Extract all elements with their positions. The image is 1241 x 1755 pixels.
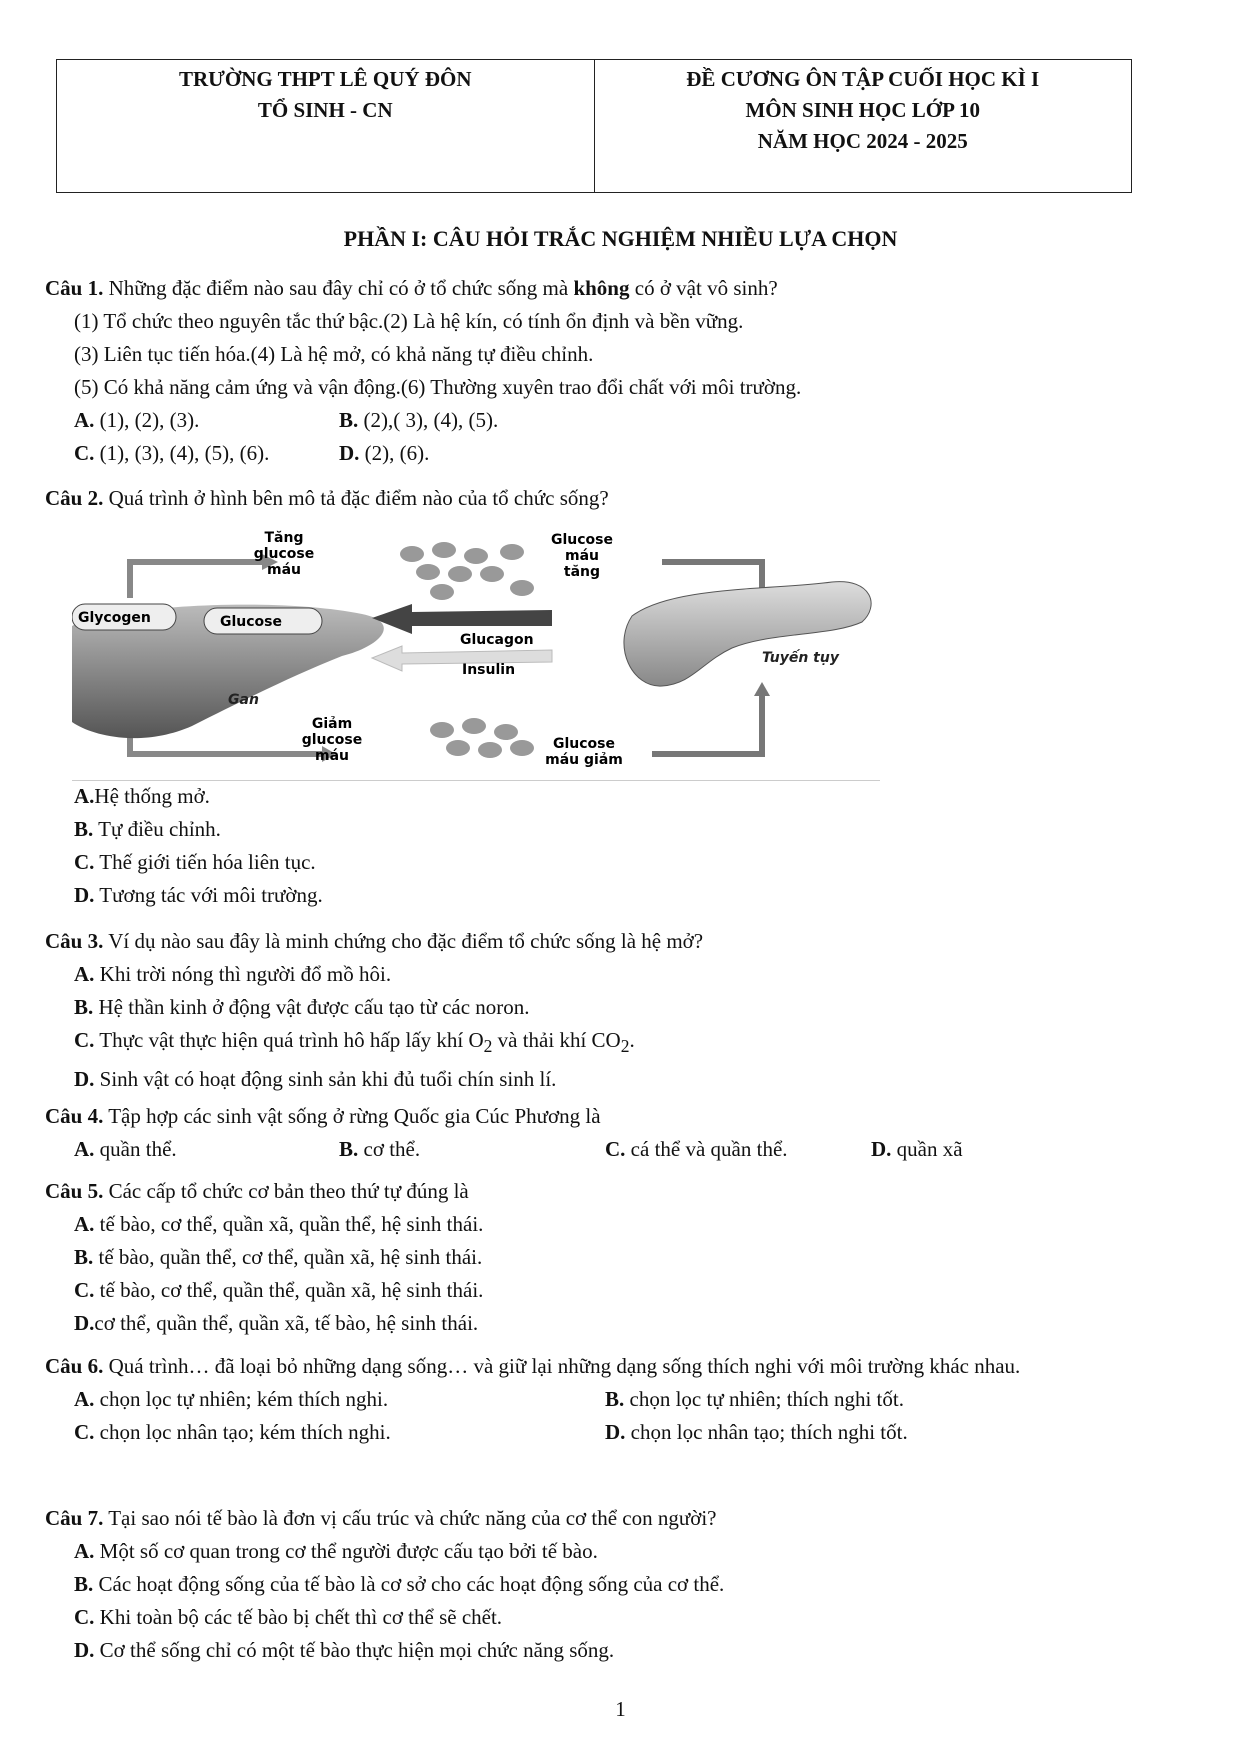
option-d: D. (2), (6).	[339, 441, 430, 465]
question-text: Quá trình… đã loại bỏ những dạng sống… và giữ lại những dạng sống thích nghi với môi trường khác nhau.	[103, 1354, 1021, 1378]
question-1	[45, 272, 1195, 470]
department-name: TỔ SINH - CN	[257, 98, 393, 122]
question-number: Câu 3.	[45, 929, 104, 953]
option-a: A. chọn lọc tự nhiên; kém thích nghi.	[74, 1387, 389, 1411]
option-c: C. tế bào, cơ thể, quần thể, quần xã, hệ sinh thái.	[74, 1278, 484, 1302]
option-b: B. cơ thể.	[339, 1137, 421, 1161]
option-d: D. Tương tác với môi trường.	[74, 883, 323, 907]
option-a: A. Khi trời nóng thì người đổ mồ hôi.	[74, 962, 392, 986]
cycle-arrow-bottom-right	[652, 696, 762, 754]
question-number: Câu 2.	[45, 486, 104, 510]
svg-text:máu: máu	[564, 548, 600, 564]
statement-line: (5) Có khả năng cảm ứng và vận động.(6) Thường xuyên trao đổi chất với môi trường.	[74, 375, 802, 399]
question-number: Câu 4.	[45, 1104, 104, 1128]
question-number: Câu 7.	[45, 1506, 104, 1530]
glucose-regulation-figure	[72, 526, 880, 781]
svg-text:Glucagon: Glucagon	[460, 632, 534, 648]
question-number: Câu 6.	[45, 1354, 104, 1378]
svg-text:Insulin: Insulin	[462, 662, 516, 678]
page-number: 1	[615, 1697, 626, 1721]
pancreas-label: Tuyến tụy	[762, 650, 839, 666]
svg-text:Giảm: Giảm	[311, 716, 353, 732]
cycle-arrow-top-right	[662, 562, 762, 588]
option-a: A. (1), (2), (3).	[74, 408, 200, 432]
statement-line: (1) Tổ chức theo nguyên tắc thứ bậc.(2) Là hệ kín, có tính ổn định và bền vững.	[74, 309, 744, 333]
question-6	[45, 1350, 1195, 1449]
option-a: A. Một số cơ quan trong cơ thể người được cấu tạo bởi tế bào.	[74, 1539, 598, 1563]
question-4	[45, 1100, 1195, 1166]
question-5	[45, 1175, 1195, 1340]
option-d: D. Cơ thể sống chỉ có một tế bào thực hiện mọi chức năng sống.	[74, 1638, 615, 1662]
option-b: B. Các hoạt động sống của tế bào là cơ sở cho các hoạt động sống của cơ thể.	[74, 1572, 725, 1596]
option-d: D. chọn lọc nhân tạo; thích nghi tốt.	[605, 1420, 908, 1444]
svg-text:glucose: glucose	[253, 546, 315, 562]
option-b: B. tế bào, quần thể, cơ thể, quần xã, hệ sinh thái.	[74, 1245, 483, 1269]
question-text: Những đặc điểm nào sau đây chỉ có ở tổ chức sống mà	[103, 276, 574, 300]
option-c: C. (1), (3), (4), (5), (6).	[74, 441, 270, 465]
option-a: A. quần thể.	[74, 1137, 177, 1161]
statement-line: (3) Liên tục tiến hóa.(4) Là hệ mở, có khả năng tự điều chỉnh.	[74, 342, 594, 366]
question-7	[45, 1502, 1195, 1667]
glucose-molecules-bottom	[430, 718, 534, 758]
question-number: Câu 5.	[45, 1179, 104, 1203]
school-name: TRƯỜNG THPT LÊ QUÝ ĐÔN	[179, 67, 472, 91]
option-b: B. (2),( 3), (4), (5).	[339, 408, 499, 432]
option-a: A.Hệ thống mở.	[74, 784, 210, 808]
option-c: C. Khi toàn bộ các tế bào bị chết thì cơ thể sẽ chết.	[74, 1605, 503, 1629]
svg-text:máu giảm: máu giảm	[545, 752, 623, 768]
option-d: D. quần xã	[871, 1137, 963, 1161]
svg-text:Glucose: Glucose	[220, 614, 283, 630]
question-3	[45, 925, 1195, 1096]
question-text: Tập hợp các sinh vật sống ở rừng Quốc gia Cúc Phương là	[103, 1104, 601, 1128]
option-c: C. Thế giới tiến hóa liên tục.	[74, 850, 316, 874]
option-c: C. cá thể và quần thể.	[605, 1137, 788, 1161]
svg-text:máu: máu	[266, 562, 302, 578]
cycle-arrow-top-left	[130, 562, 262, 598]
subject-title: MÔN SINH HỌC LỚP 10	[745, 98, 981, 122]
header-left	[57, 60, 594, 192]
question-text-emphasis: không	[573, 276, 630, 300]
svg-text:Glucose: Glucose	[552, 736, 616, 752]
question-2	[45, 482, 1195, 515]
svg-text:tăng: tăng	[563, 564, 601, 580]
question-text: Tại sao nói tế bào là đơn vị cấu trúc và chức năng của cơ thể con người?	[103, 1506, 717, 1530]
pancreas-shape	[624, 582, 871, 686]
glucagon-arrow	[372, 604, 552, 634]
header-right	[594, 60, 1132, 192]
question-2-options	[45, 780, 1195, 912]
question-text: có ở vật vô sinh?	[629, 276, 778, 300]
header-box	[56, 59, 1132, 193]
option-d: D. Sinh vật có hoạt động sinh sản khi đủ tuổi chín sinh lí.	[74, 1067, 557, 1092]
option-b: B. Hệ thần kinh ở động vật được cấu tạo từ các noron.	[74, 995, 530, 1019]
option-c: C. Thực vật thực hiện quá trình hô hấp lấy khí $O_2$ và thải khí $CO_2$.	[74, 1028, 635, 1057]
svg-text:glucose: glucose	[301, 732, 363, 748]
option-b: B. Tự điều chỉnh.	[74, 817, 221, 841]
question-number: Câu 1.	[45, 276, 104, 300]
option-c: C. chọn lọc nhân tạo; kém thích nghi.	[74, 1420, 391, 1444]
liver-label: Gan	[228, 692, 259, 708]
question-text: Quá trình ở hình bên mô tả đặc điểm nào của tổ chức sống?	[103, 486, 609, 510]
question-text: Các cấp tổ chức cơ bản theo thứ tự đúng là	[103, 1179, 469, 1203]
question-text: Ví dụ nào sau đây là minh chứng cho đặc điểm tổ chức sống là hệ mở?	[103, 929, 704, 953]
school-year: NĂM HỌC 2024 - 2025	[757, 129, 968, 153]
option-b: B. chọn lọc tự nhiên; thích nghi tốt.	[605, 1387, 904, 1411]
svg-text:máu: máu	[314, 748, 350, 764]
option-d: D.cơ thể, quần thể, quần xã, tế bào, hệ sinh thái.	[74, 1311, 479, 1335]
svg-text:Glycogen: Glycogen	[78, 610, 151, 626]
glucose-molecules-top	[400, 542, 534, 600]
section-title: PHẦN I: CÂU HỎI TRẮC NGHIỆM NHIỀU LỰA CHỌN	[343, 226, 898, 251]
option-a: A. tế bào, cơ thể, quần xã, quần thể, hệ sinh thái.	[74, 1212, 484, 1236]
svg-text:Tăng: Tăng	[264, 530, 304, 546]
svg-text:Glucose: Glucose	[550, 532, 614, 548]
document-title: ĐỀ CƯƠNG ÔN TẬP CUỐI HỌC KÌ I	[686, 67, 1040, 91]
